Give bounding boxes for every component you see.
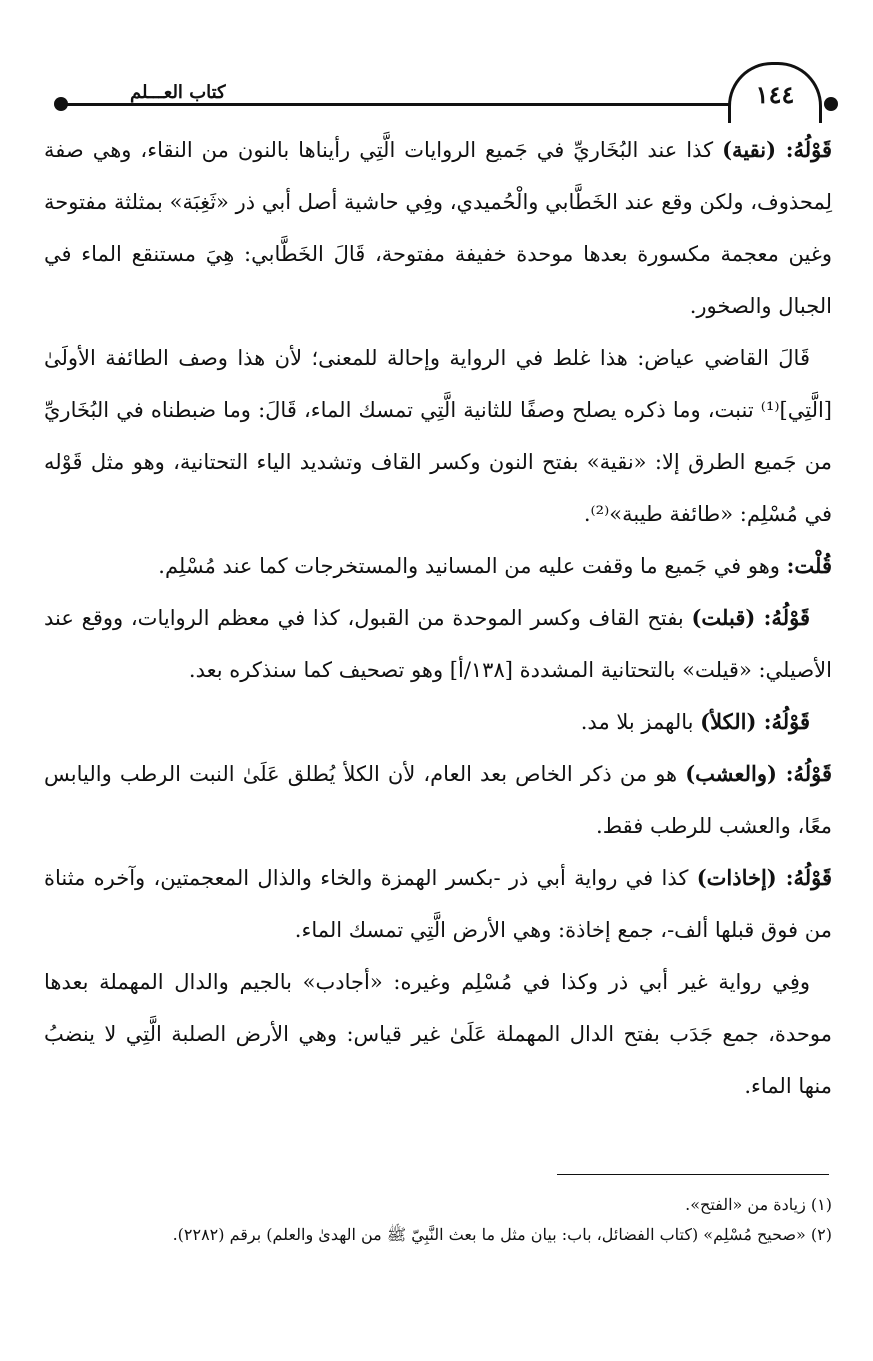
paragraph-lead: قَوْلُهُ: (نقية) — [722, 137, 832, 162]
footnotes-divider — [557, 1174, 829, 1175]
header-ornament-dot-right — [824, 97, 838, 111]
paragraph-text: بالهمز بلا مد. — [580, 710, 701, 734]
paragraph-text: كذا في رواية أبي ذر -بكسر الهمزة والخاء والذال المعجمتين، وآخره مثناة من فوق قبلها ألف-، جمع إخاذة: وهي الأرض الَّتِي تمسك الماء. — [44, 866, 832, 942]
paragraph-lead: قَوْلُهُ: (قبلت) — [691, 605, 810, 630]
footnotes — [44, 1190, 832, 1250]
paragraph-lead: قَوْلُهُ: (والعشب) — [685, 761, 832, 786]
footnote: (٢) «صحيح مُسْلِم» (كتاب الفضائل، باب: بيان مثل ما بعث النَّبِيّ ﷺ من الهدىٰ والعلم) برقم (٢٢٨٢). — [172, 1225, 832, 1244]
paragraph-text: بفتح القاف وكسر الموحدة من القبول، كذا في معظم الروايات، ووقع عند الأصيلي: «قيلت» بالتحتانية المشددة [١٣٨/أ] وهو تصحيف كما سنذكره بعد. — [44, 606, 832, 682]
running-title: كتاب العـــلم — [120, 82, 236, 103]
paragraph-text: وهو في جَميع ما وقفت عليه من المسانيد والمستخرجات كما عند مُسْلِم. — [158, 554, 787, 578]
paragraph — [44, 592, 832, 696]
body-text — [44, 124, 832, 1112]
paragraph-lead: قُلْت: — [786, 553, 832, 578]
header-ornament-dot-left — [54, 97, 68, 111]
paragraph — [44, 696, 832, 748]
paragraph-lead: قَوْلُهُ: (إخاذات) — [696, 865, 832, 890]
paragraph-lead: قَوْلُهُ: (الكلأ) — [700, 709, 810, 734]
paragraph-text: قَالَ القاضي عياض: هذا غلط في الرواية وإحالة للمعنى؛ لأن هذا وصف الطائفة الأولَىٰ [الَّتِي]⁽¹⁾ تنبت، وما ذكره يصلح وصفًا للثانية الَّتِي تمسك الماء، قَالَ: وما ضبطناه في البُخَاريِّ من جَميع الطرق إلا: «نقية» بفتح النون وكسر القاف وتشديد الياء التحتانية، وهو مثل قَوْله في مُسْلِم: «طائفة طيبة»⁽²⁾. — [44, 346, 832, 526]
paragraph-text: كذا عند البُخَاريِّ في جَميع الروايات الَّتِي رأيناها بالنون من النقاء، وهي صفة لِمحذوف، ولكن وقع عند الخَطَّابي والْحُميدي، وفِي حاشية أصل أبي ذر «ثَغِبَة» بمثلثة مفتوحة وغين معجمة مكسورة بعدها موحدة خفيفة مفتوحة، قَالَ الخَطَّابي: هِيَ مستنقع الماء في الجبال والصخور. — [44, 138, 832, 318]
header-rule — [60, 103, 745, 106]
page-number: ١٤٤ — [728, 62, 822, 123]
paragraph — [44, 332, 832, 540]
paragraph — [44, 540, 832, 592]
paragraph — [44, 748, 832, 852]
paragraph-text: هو من ذكر الخاص بعد العام، لأن الكلأ يُطلق عَلَىٰ النبت الرطب واليابس معًا، والعشب للرطب فقط. — [44, 762, 832, 838]
paragraph — [44, 852, 832, 956]
paragraph — [44, 124, 832, 332]
paragraph-text: وفِي رواية غير أبي ذر وكذا في مُسْلِم وغيره: «أجادب» بالجيم والدال المهملة بعدها موحدة، جمع جَدَب بفتح الدال المهملة عَلَىٰ غير قياس: وهي الأرض الصلبة الَّتِي لا ينضبُ منها الماء. — [44, 970, 832, 1098]
footnote: (١) زيادة من «الفتح». — [685, 1195, 832, 1214]
paragraph — [44, 956, 832, 1112]
